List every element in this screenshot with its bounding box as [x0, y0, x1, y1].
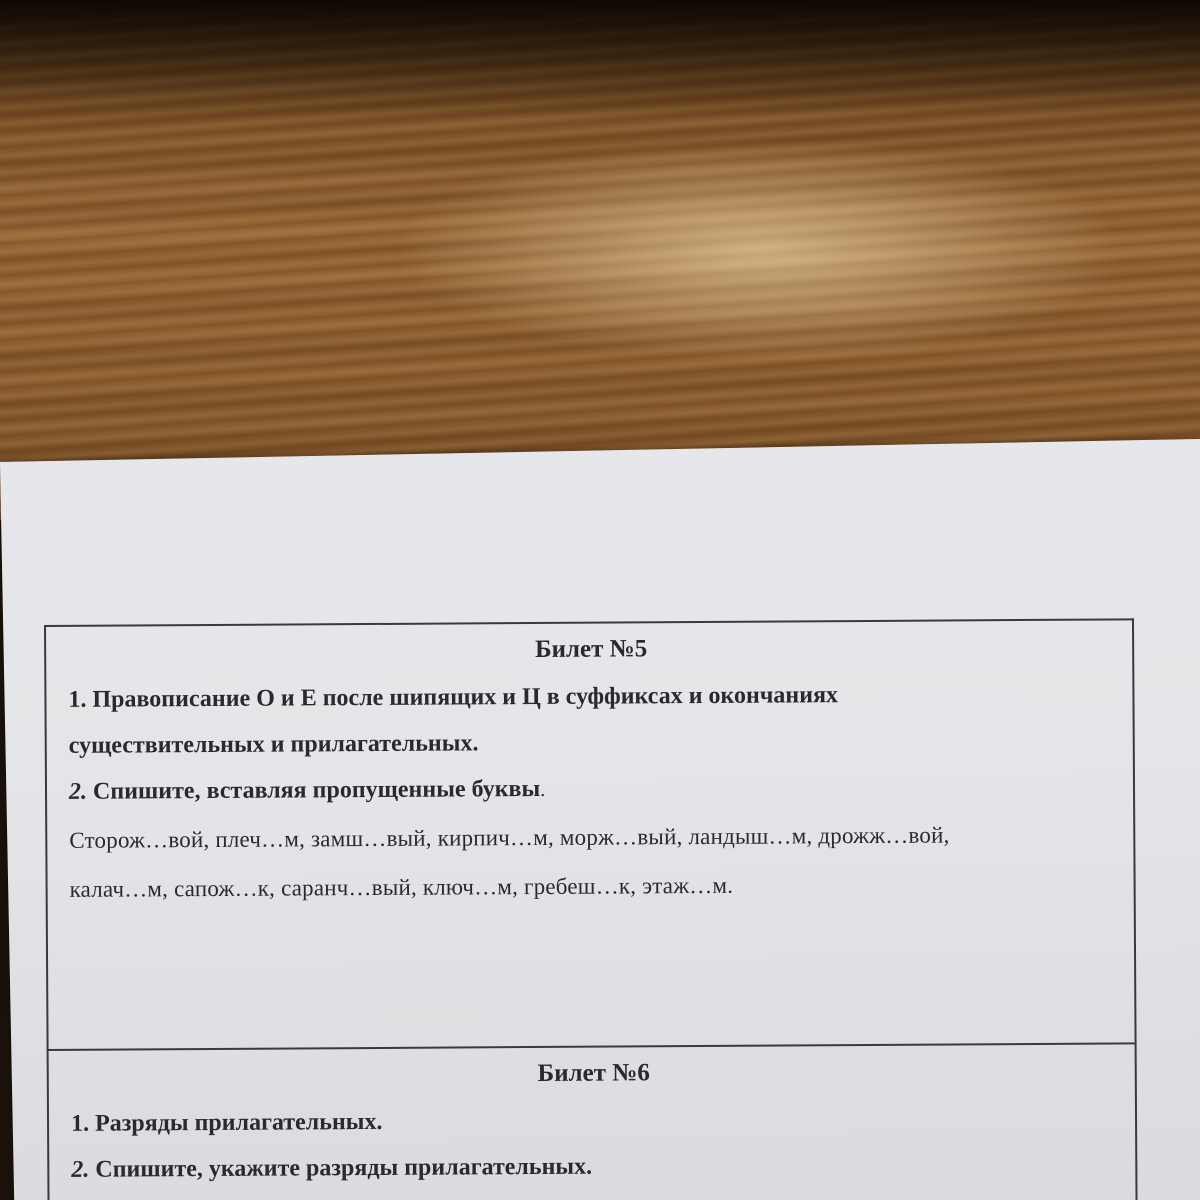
ticket-5 [44, 618, 1137, 1049]
ticket-5-task-2 [69, 762, 1115, 815]
desk-shadow [0, 0, 1200, 120]
task-number: 2. [71, 1156, 90, 1183]
ticket-6 [47, 1042, 1138, 1200]
task-number: 2. [68, 778, 88, 805]
task-text: Спишите, укажите разряды прилагательных. [95, 1153, 593, 1183]
exercise-line-2: калач…м, сапож…к, саранч…вый, ключ…м, гребеш…к, этаж…м. [69, 872, 734, 902]
ticket-table [44, 618, 1138, 1200]
exercise-line-1: Сторож…вой, плеч…м, замш…вый, кирпич…м, морж…вый, ландыш…м, дрожж…вой, [69, 822, 950, 853]
task-number: 1. [70, 1110, 90, 1137]
ticket-5-title: Билет №5 [534, 635, 648, 664]
ticket-5-task-1 [68, 670, 1114, 722]
ticket-5-task-1-continuation: существительных и прилагательных. [68, 730, 479, 759]
ticket-6-title: Билет №6 [537, 1059, 650, 1087]
task-period: . [540, 778, 546, 801]
ticket-6-task-2 [71, 1140, 1117, 1192]
task-text: Разряды прилагательных. [94, 1108, 383, 1137]
task-text: Спишите, вставляя пропущенные буквы [92, 775, 541, 805]
task-number: 1. [68, 686, 87, 713]
ticket-6-task-1 [71, 1094, 1117, 1146]
task-text: Правописание О и Е после шипящих и Ц в суффиксах и окончаниях [92, 682, 839, 713]
